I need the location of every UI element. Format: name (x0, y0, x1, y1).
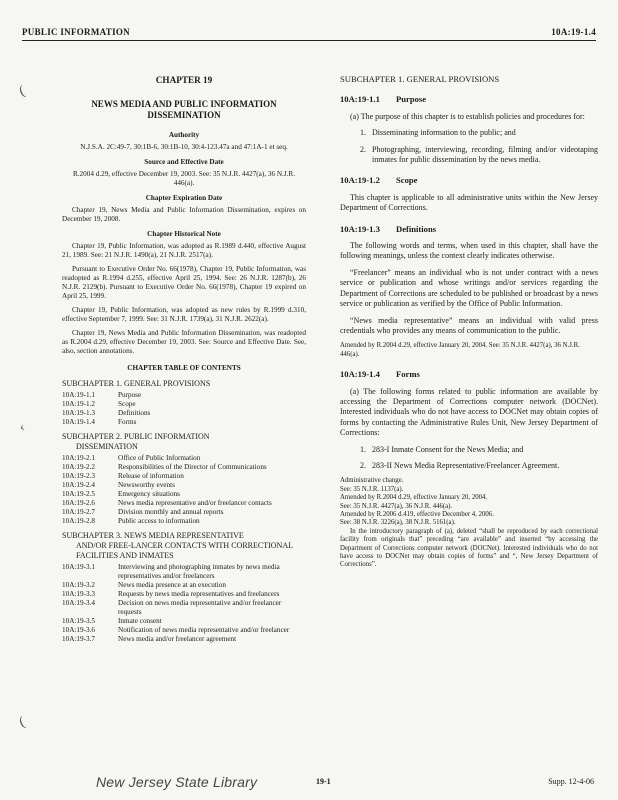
toc-entry[interactable] (62, 508, 306, 517)
punch-mark: ( (17, 83, 27, 100)
history-paragraph: Chapter 19, News Media and Public Information Dissemination, was readopted as R.2004 d.29, effective December 19, 2003. See: Source and Effective Date. See, also, section annotations. (62, 329, 306, 355)
table-of-contents (62, 379, 306, 644)
toc-entry-number: 10A:19-3.4 (62, 599, 95, 607)
section-paragraph: (a) The following forms related to public information are available by accessing the Department of Corrections computer network (DOCNet). Interested individuals who do not have access to DOCNet may obtain copies of forms by contacting the Administrative Rules Unit, New Jersey Department of Corrections: (340, 386, 598, 438)
section-heading (340, 175, 598, 185)
chapter-number: CHAPTER 19 (155, 75, 213, 85)
definition-news-media: “News media representative” means an individual with valid press credentials who provides any means of communication to the public. (340, 315, 598, 335)
toc-entry-title: Newsworthy events (118, 481, 175, 489)
punch-mark: ‹ (17, 419, 27, 436)
toc-entry-number: 10A:19-2.7 (62, 508, 95, 516)
authority-heading: Authority (168, 131, 200, 139)
toc-subchapter-heading (62, 379, 306, 389)
item-number: 1. (360, 128, 366, 138)
left-column (62, 74, 306, 644)
toc-entry[interactable] (62, 409, 306, 418)
toc-subchapter-heading (62, 432, 306, 452)
toc-entry[interactable] (62, 400, 306, 409)
history-heading: Chapter Historical Note (147, 230, 221, 238)
toc-subchapter-title: SUBCHAPTER 2. PUBLIC INFORMATION (62, 432, 210, 441)
item-number: 2. (360, 460, 366, 470)
toc-entry-title: Scope (118, 400, 136, 408)
toc-entry-title: Notification of news media representative and/or freelancer (118, 626, 290, 634)
toc-entry[interactable] (62, 590, 306, 599)
amendment-note: See: 35 N.J.R. 1137(a). (340, 485, 404, 493)
toc-entry-title: Division monthly and annual reports (118, 508, 224, 516)
toc-entry[interactable] (62, 391, 306, 400)
toc-entry-number: 10A:19-3.2 (62, 581, 95, 589)
section-title: Scope (396, 175, 418, 186)
section-title: Definitions (396, 223, 437, 234)
toc-entry[interactable] (62, 617, 306, 626)
amendment-explanation: In the introductory paragraph of (a), deleted “shall be reproduced by each correctional facility from originals that” preceding “are available” and inserted “by accessing the Department of Corrections computer network (DOCNet). Interested individuals who do not have access to DOCNet may obtain copies of forms” and “, New Jersey Department of Corrections”. (340, 527, 598, 569)
definition-freelancer: “Freelancer” means an individual who is not under contract with a news service or publication and whose writings and/or services regarding the Department of Corrections are scheduled to be published or broadcast by a news service or publication as verified by the Office of Public Information. (340, 267, 598, 309)
item-text: Photographing, interviewing, recording, filming and/or videotaping inmates for public dissemination by the news media. (372, 144, 598, 165)
toc-entry-title: Release of information (118, 472, 184, 480)
list-item (340, 128, 598, 138)
expiration-heading: Chapter Expiration Date (145, 194, 223, 202)
toc-entry[interactable] (62, 472, 306, 481)
section-title: Purpose (396, 94, 427, 105)
toc-entry-number: 10A:19-3.3 (62, 590, 95, 598)
toc-subchapter-title-cont: DISSEMINATION (76, 442, 138, 451)
toc-entry[interactable] (62, 563, 306, 581)
right-column (340, 74, 598, 575)
supplement-date: Supp. 12-4-06 (548, 777, 594, 786)
toc-entry-title: News media representative and/or freelancer contacts (118, 499, 272, 507)
toc-entry-title: Decision on news media representative and/or freelancer requests (118, 599, 282, 616)
toc-entry[interactable] (62, 517, 306, 526)
item-number: 1. (360, 444, 366, 454)
toc-entry-number: 10A:19-1.2 (62, 400, 95, 408)
toc-entry[interactable] (62, 499, 306, 508)
toc-entry-title: Forms (118, 418, 137, 426)
list-item (340, 461, 598, 471)
amendment-note: See: 35 N.J.R. 4427(a), 36 N.J.R. 446(a). (340, 502, 453, 510)
item-text: Disseminating information to the public; and (372, 128, 516, 138)
section-title: Forms (396, 369, 420, 380)
section-heading (340, 224, 598, 234)
history-paragraph: Chapter 19, Public Information, was adopted as new rules by R.1999 d.310, effective September 7, 1999. See: 31 N.J.R. 1739(a), 31 N.J.R. 2622(a). (62, 306, 306, 323)
toc-entry[interactable] (62, 454, 306, 463)
section-number: 10A:19-1.3 (340, 223, 380, 234)
library-watermark: New Jersey State Library (96, 774, 258, 790)
toc-entry-title: Definitions (118, 409, 151, 417)
toc-entry-title: Emergency situations (118, 490, 180, 498)
page-number: 19-1 (316, 777, 331, 786)
toc-entry-title: Interviewing and photographing inmates by news media representatives and/or freelancers (118, 563, 280, 580)
toc-entry-number: 10A:19-2.5 (62, 490, 95, 498)
item-text: 283-II News Media Representative/Freelancer Agreement. (372, 460, 560, 470)
toc-entry[interactable] (62, 418, 306, 427)
toc-entry[interactable] (62, 635, 306, 644)
toc-entry-title: Responsibilities of the Director of Communications (118, 463, 267, 471)
header-title: PUBLIC INFORMATION (22, 27, 130, 37)
running-header (22, 26, 596, 41)
source-text: R.2004 d.29, effective December 19, 2003. See: 35 N.J.R. 4427(a), 36 N.J.R. 446(a). (72, 170, 296, 187)
section-paragraph: This chapter is applicable to all administrative units within the New Jersey Department of Corrections. (340, 192, 598, 213)
toc-entry-number: 10A:19-1.1 (62, 391, 95, 399)
toc-entry-title: Public access to information (118, 517, 200, 525)
section-paragraph: The following words and terms, when used in this chapter, shall have the following meanings, unless the context clearly indicates otherwise. (340, 241, 598, 261)
toc-entry-number: 10A:19-2.1 (62, 454, 95, 462)
toc-entry[interactable] (62, 626, 306, 635)
toc-entry-number: 10A:19-2.4 (62, 481, 95, 489)
amendment-note: Amended by R.2004 d.29, effective January 20, 2004. See: 35 N.J.R. 4427(a), 36 N.J.R. 446(a). (340, 342, 580, 358)
toc-entry-number: 10A:19-3.1 (62, 563, 95, 571)
section-number: 10A:19-1.4 (340, 369, 380, 380)
item-number: 2. (360, 144, 366, 154)
toc-entry-number: 10A:19-1.3 (62, 409, 95, 417)
authority-text: N.J.S.A. 2C:49-7, 30:1B-6, 30:1B-10, 30:4-123.47a and 47:1A-1 et seq. (80, 143, 288, 151)
toc-entry-number: 10A:19-2.3 (62, 472, 95, 480)
toc-subchapter-title-cont: AND/OR FREE-LANCER CONTACTS WITH CORRECTIONAL FACILITIES AND INMATES (76, 541, 293, 560)
toc-subchapter-title: SUBCHAPTER 3. NEWS MEDIA REPRESENTATIVE (62, 531, 244, 540)
toc-entry-number: 10A:19-3.7 (62, 635, 95, 643)
source-heading: Source and Effective Date (144, 158, 224, 166)
history-paragraph: Chapter 19, Public Information, was adopted as R.1989 d.440, effective August 21, 1989. See: 21 N.J.R. 1490(a), 21 N.J.R. 2517(a). (62, 242, 306, 259)
toc-entry-title: Office of Public Information (118, 454, 201, 462)
toc-entry[interactable] (62, 463, 306, 472)
section-heading (340, 369, 598, 379)
toc-entry-number: 10A:19-3.6 (62, 626, 95, 634)
toc-entry[interactable] (62, 599, 306, 617)
toc-heading: CHAPTER TABLE OF CONTENTS (127, 364, 241, 372)
section-paragraph: (a) The purpose of this chapter is to establish policies and procedures for: (350, 111, 585, 121)
toc-entry-number: 10A:19-3.5 (62, 617, 95, 625)
expiration-text: Chapter 19, News Media and Public Information Dissemination, expires on December 19, 2008. (62, 206, 306, 223)
toc-entry-title: Purpose (118, 391, 142, 399)
toc-entry-title: News media presence at an execution (118, 581, 226, 589)
section-heading (340, 94, 598, 104)
toc-entry-number: 10A:19-1.4 (62, 418, 95, 426)
page-footer (0, 774, 618, 794)
toc-entry-title: Requests by news media representatives and freelancers (118, 590, 280, 598)
toc-entry-title: News media and/or freelancer agreement (118, 635, 237, 643)
toc-subchapter-heading (62, 531, 306, 561)
subchapter-heading: SUBCHAPTER 1. GENERAL PROVISIONS (340, 74, 500, 84)
amendment-note: Administrative change. (340, 477, 404, 485)
toc-entry-number: 10A:19-2.8 (62, 517, 95, 525)
toc-subchapter-title: SUBCHAPTER 1. GENERAL PROVISIONS (62, 379, 211, 388)
amendment-note: See: 38 N.J.R. 3226(a), 38 N.J.R. 5161(a). (340, 519, 456, 527)
amendment-note: Amended by R.2006 d.419, effective December 4, 2006. (340, 511, 494, 518)
toc-entry[interactable] (62, 481, 306, 490)
history-paragraph: Pursuant to Executive Order No. 66(1978), Chapter 19, Public Information, was readopted as R.1994 d.255, effective April 25, 1994. See: 26 N.J.R. 1287(b), 26 N.J.R. 2129(b). Pursuant to Executive Order No. 66(1978), Chapter 19 expired on April 25, 1999. (62, 265, 306, 300)
list-item (340, 445, 598, 455)
header-section: 10A:19-1.4 (551, 27, 596, 37)
list-item (340, 145, 598, 166)
section-number: 10A:19-1.2 (340, 175, 380, 186)
amendment-note: Amended by R.2004 d.29, effective January 20, 2004. (340, 494, 488, 502)
punch-mark: ( (17, 714, 27, 731)
toc-entry-number: 10A:19-2.2 (62, 463, 95, 471)
toc-entry[interactable] (62, 490, 306, 499)
toc-entry[interactable] (62, 581, 306, 590)
toc-entry-number: 10A:19-2.6 (62, 499, 95, 507)
section-number: 10A:19-1.1 (340, 94, 380, 105)
chapter-title: NEWS MEDIA AND PUBLIC INFORMATION DISSEMINATION (91, 99, 277, 120)
item-text: 283-I Inmate Consent for the News Media; and (372, 444, 524, 454)
toc-entry-title: Inmate consent (118, 617, 162, 625)
